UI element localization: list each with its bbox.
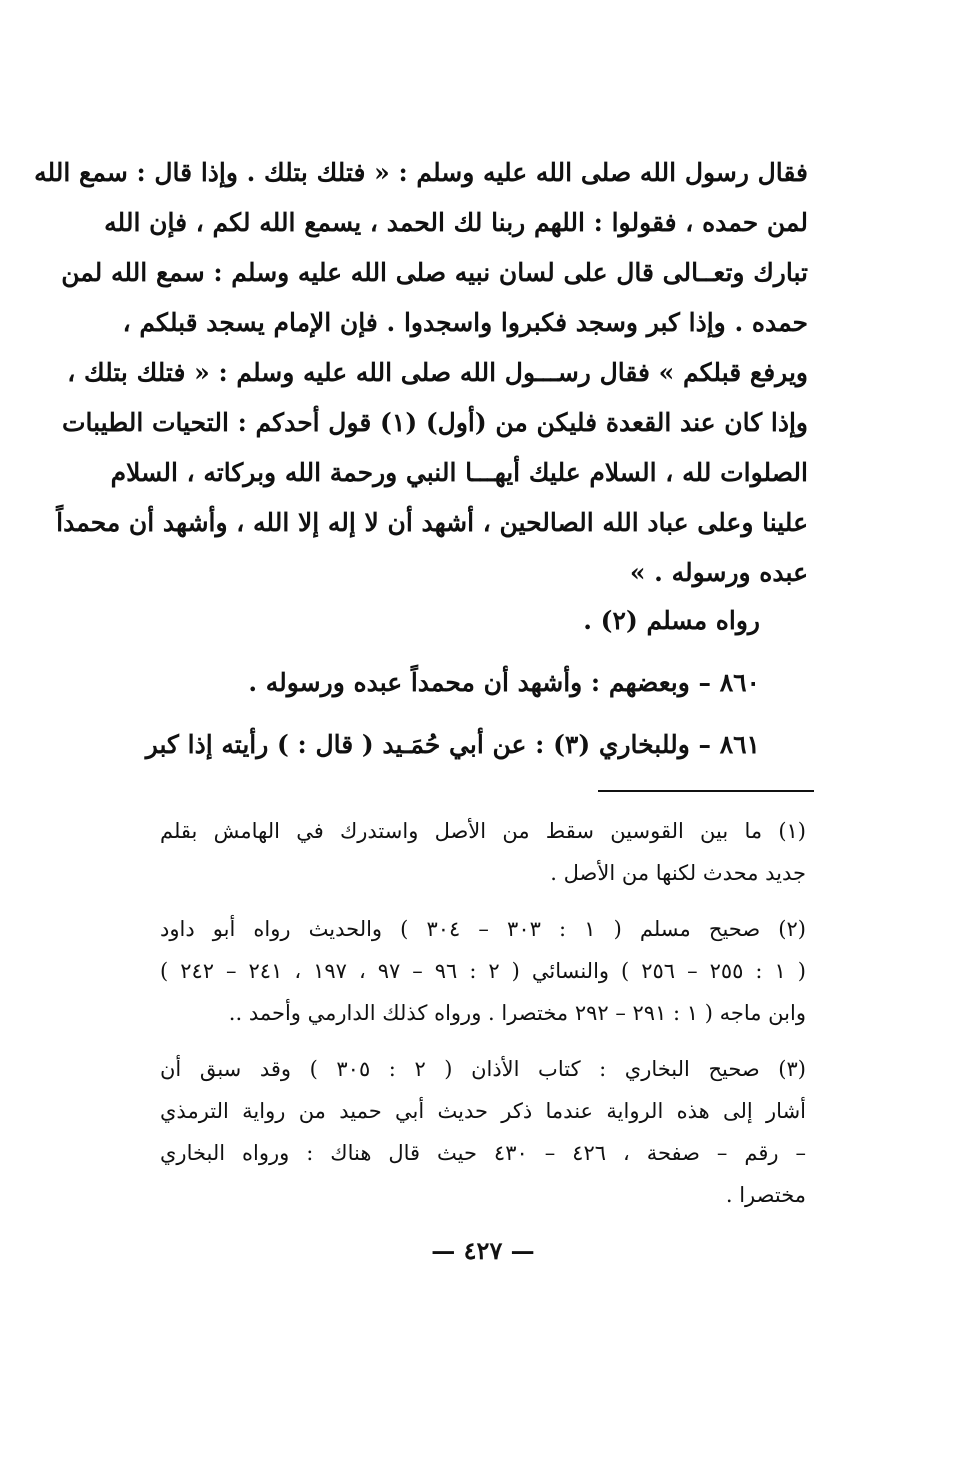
main-text-line: لمن حمده ، فقولوا : اللهم ربنا لك الحمد ، يسمع الله لكم ، فإن الله [104,208,808,237]
footnote-line: مختصرا . [725,1183,806,1207]
page-number: — ٤٢٧ — [431,1236,535,1265]
footnote-line: (١) ما بين القوسين سقط من الأصل واستدرك في الهامش بقلم [160,819,806,843]
footnote-2 [160,908,806,1034]
main-text-line: حمده . وإذا كبر وسجد فكبروا واسجدوا . فإن الإمام يسجد قبلكم ، [122,308,808,337]
narration-line: رواه مسلم (٢) . [583,606,760,635]
main-text-line: الصلوات لله ، السلام عليك أيهـــا النبي ورحمة الله وبركاته ، السلام [110,458,808,487]
footnote-line: أشار إلى هذه الرواية عندما ذكر حديث أبي حميد من رواية الترمذي [160,1099,806,1123]
footnotes [160,810,806,1230]
footnote-line: ( ١ : ٢٥٥ – ٢٥٦ ) والنسائي ( ٢ : ٩٦ – ٩٧ ، ١٩٧ ، ٢٤١ – ٢٤٢ ) [160,959,806,983]
footnote-line: – رقم – صفحة ، ٤٢٦ – ٤٣٠ حيث قال هناك : ورواه البخاري [160,1141,806,1165]
hadith-860: ٨٦٠ – وبعضهم : وأشهد أن محمداً عبده ورسوله . [248,668,760,697]
footnote-line: جديد محدث لكنها من الأصل . [550,861,806,885]
main-text-line: عبده ورسوله . » [629,558,808,587]
main-text [34,148,808,598]
footnote-line: (٣) صحيح البخاري : كتاب الأذان ( ٢ : ٣٠٥ ) وقد سبق أن [160,1057,806,1081]
main-text-line: ويرفع قبلكم » فقال رســـول الله صلى الله عليه وسلم : « فتلك بتلك ، [67,358,808,387]
main-text-line: فقال رسول الله صلى الله عليه وسلم : « فتلك بتلك . وإذا قال : سمع الله [34,158,808,187]
footnote-line: (٢) صحيح مسلم ( ١ : ٣٠٣ – ٣٠٤ ) والحديث رواه أبو داود [160,917,806,941]
footnote-3 [160,1048,806,1216]
main-text-line: علينا وعلى عباد الله الصالحين ، أشهد أن لا إله إلا الله ، وأشهد أن محمداً [56,508,808,537]
footnote-1 [160,810,806,894]
main-text-line: تبارك وتعــالى قال على لسان نبيه صلى الله عليه وسلم : سمع الله لمن [61,258,808,287]
main-text-line: وإذا كان عند القعدة فليكن من (أول) (١) قول أحدكم : التحيات الطيبات [61,408,808,437]
hadith-861: ٨٦١ – وللبخاري (٣) : عن أبي حُمَـيد ( قال : ) رأيته إذا كبر [145,730,760,759]
footnote-divider [598,790,814,792]
footnote-line: وابن ماجه ( ١ : ٢٩١ – ٢٩٢ مختصرا . ورواه كذلك الدارمي وأحمد .. [228,1001,806,1025]
